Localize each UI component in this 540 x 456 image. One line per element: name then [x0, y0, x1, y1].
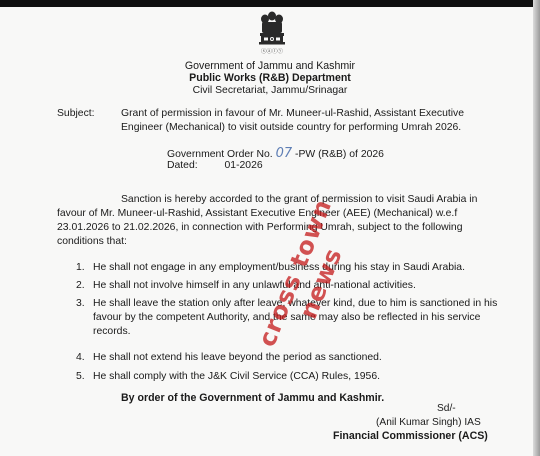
condition-2-number: 2. [76, 280, 85, 291]
government-title: Government of Jammu and Kashmir [184, 60, 356, 72]
condition-4-number: 4. [76, 352, 85, 363]
department-title: Public Works (R&B) Department [189, 72, 351, 84]
condition-3-text-line-2: favour by the competent Authority, and the same may also be reflected in his service [93, 312, 481, 323]
svg-text:ⓢⓐⓣⓨ: ⓢⓐⓣⓨ [260, 49, 284, 55]
signatory-designation: Financial Commissioner (ACS) [333, 430, 488, 442]
condition-1-number: 1. [76, 262, 85, 273]
order-prefix: Government Order No. [167, 149, 273, 160]
dated-month-year: 01-2026 [224, 160, 263, 171]
watermark-text: cross town news [252, 194, 348, 351]
condition-1-text: He shall not engage in any employment/business during his stay in Saudi Arabia. [93, 262, 465, 273]
subject-label: Subject: [57, 108, 95, 119]
dated-label: Dated: [167, 160, 198, 171]
signature-mark: Sd/- [437, 403, 456, 414]
body-line-2: favour of Mr. Muneer-ul-Rashid, Assistant Executive Engineer (AEE) (Mechanical) w.e.f [57, 208, 458, 219]
office-address: Civil Secretariat, Jammu/Srinagar [192, 85, 348, 96]
top-edge-border [0, 0, 540, 7]
condition-5-number: 5. [76, 371, 85, 382]
order-suffix: -PW (R&B) of 2026 [295, 149, 384, 160]
condition-5-text: He shall comply with the J&K Civil Service (CCA) Rules, 1956. [93, 371, 380, 382]
by-order-line: By order of the Government of Jammu and Kashmir. [121, 392, 385, 404]
signatory-name: (Anil Kumar Singh) IAS [376, 417, 481, 428]
body-line-1: Sanction is hereby accorded to the grant of permission to visit Saudi Arabia in [121, 194, 478, 205]
body-line-4: conditions that: [57, 236, 127, 247]
body-line-3: 23.01.2026 to 21.02.2026, in connection with Performing Umrah, subject to the following [57, 222, 463, 233]
subject-line-1: Grant of permission in favour of Mr. Muneer-ul-Rashid, Assistant Executive [121, 108, 465, 119]
condition-2-text: He shall not involve himself in any unlawful and anti-national activities. [93, 280, 416, 291]
subject-line-2: Engineer (Mechanical) to visit outside country for performing Umrah 2026. [121, 122, 462, 133]
order-date-line [167, 160, 263, 171]
condition-3-text-line-3: records. [93, 326, 131, 337]
condition-4-text: He shall not extend his leave beyond the period as sanctioned. [93, 352, 382, 363]
order-number-line [167, 146, 384, 161]
national-emblem-icon [256, 10, 288, 56]
order-number: 07 [275, 146, 293, 161]
condition-3-number: 3. [76, 298, 85, 309]
condition-3-text-line-1: He shall leave the station only after leave, whatever kind, due to him is sanctioned in his [93, 298, 498, 309]
